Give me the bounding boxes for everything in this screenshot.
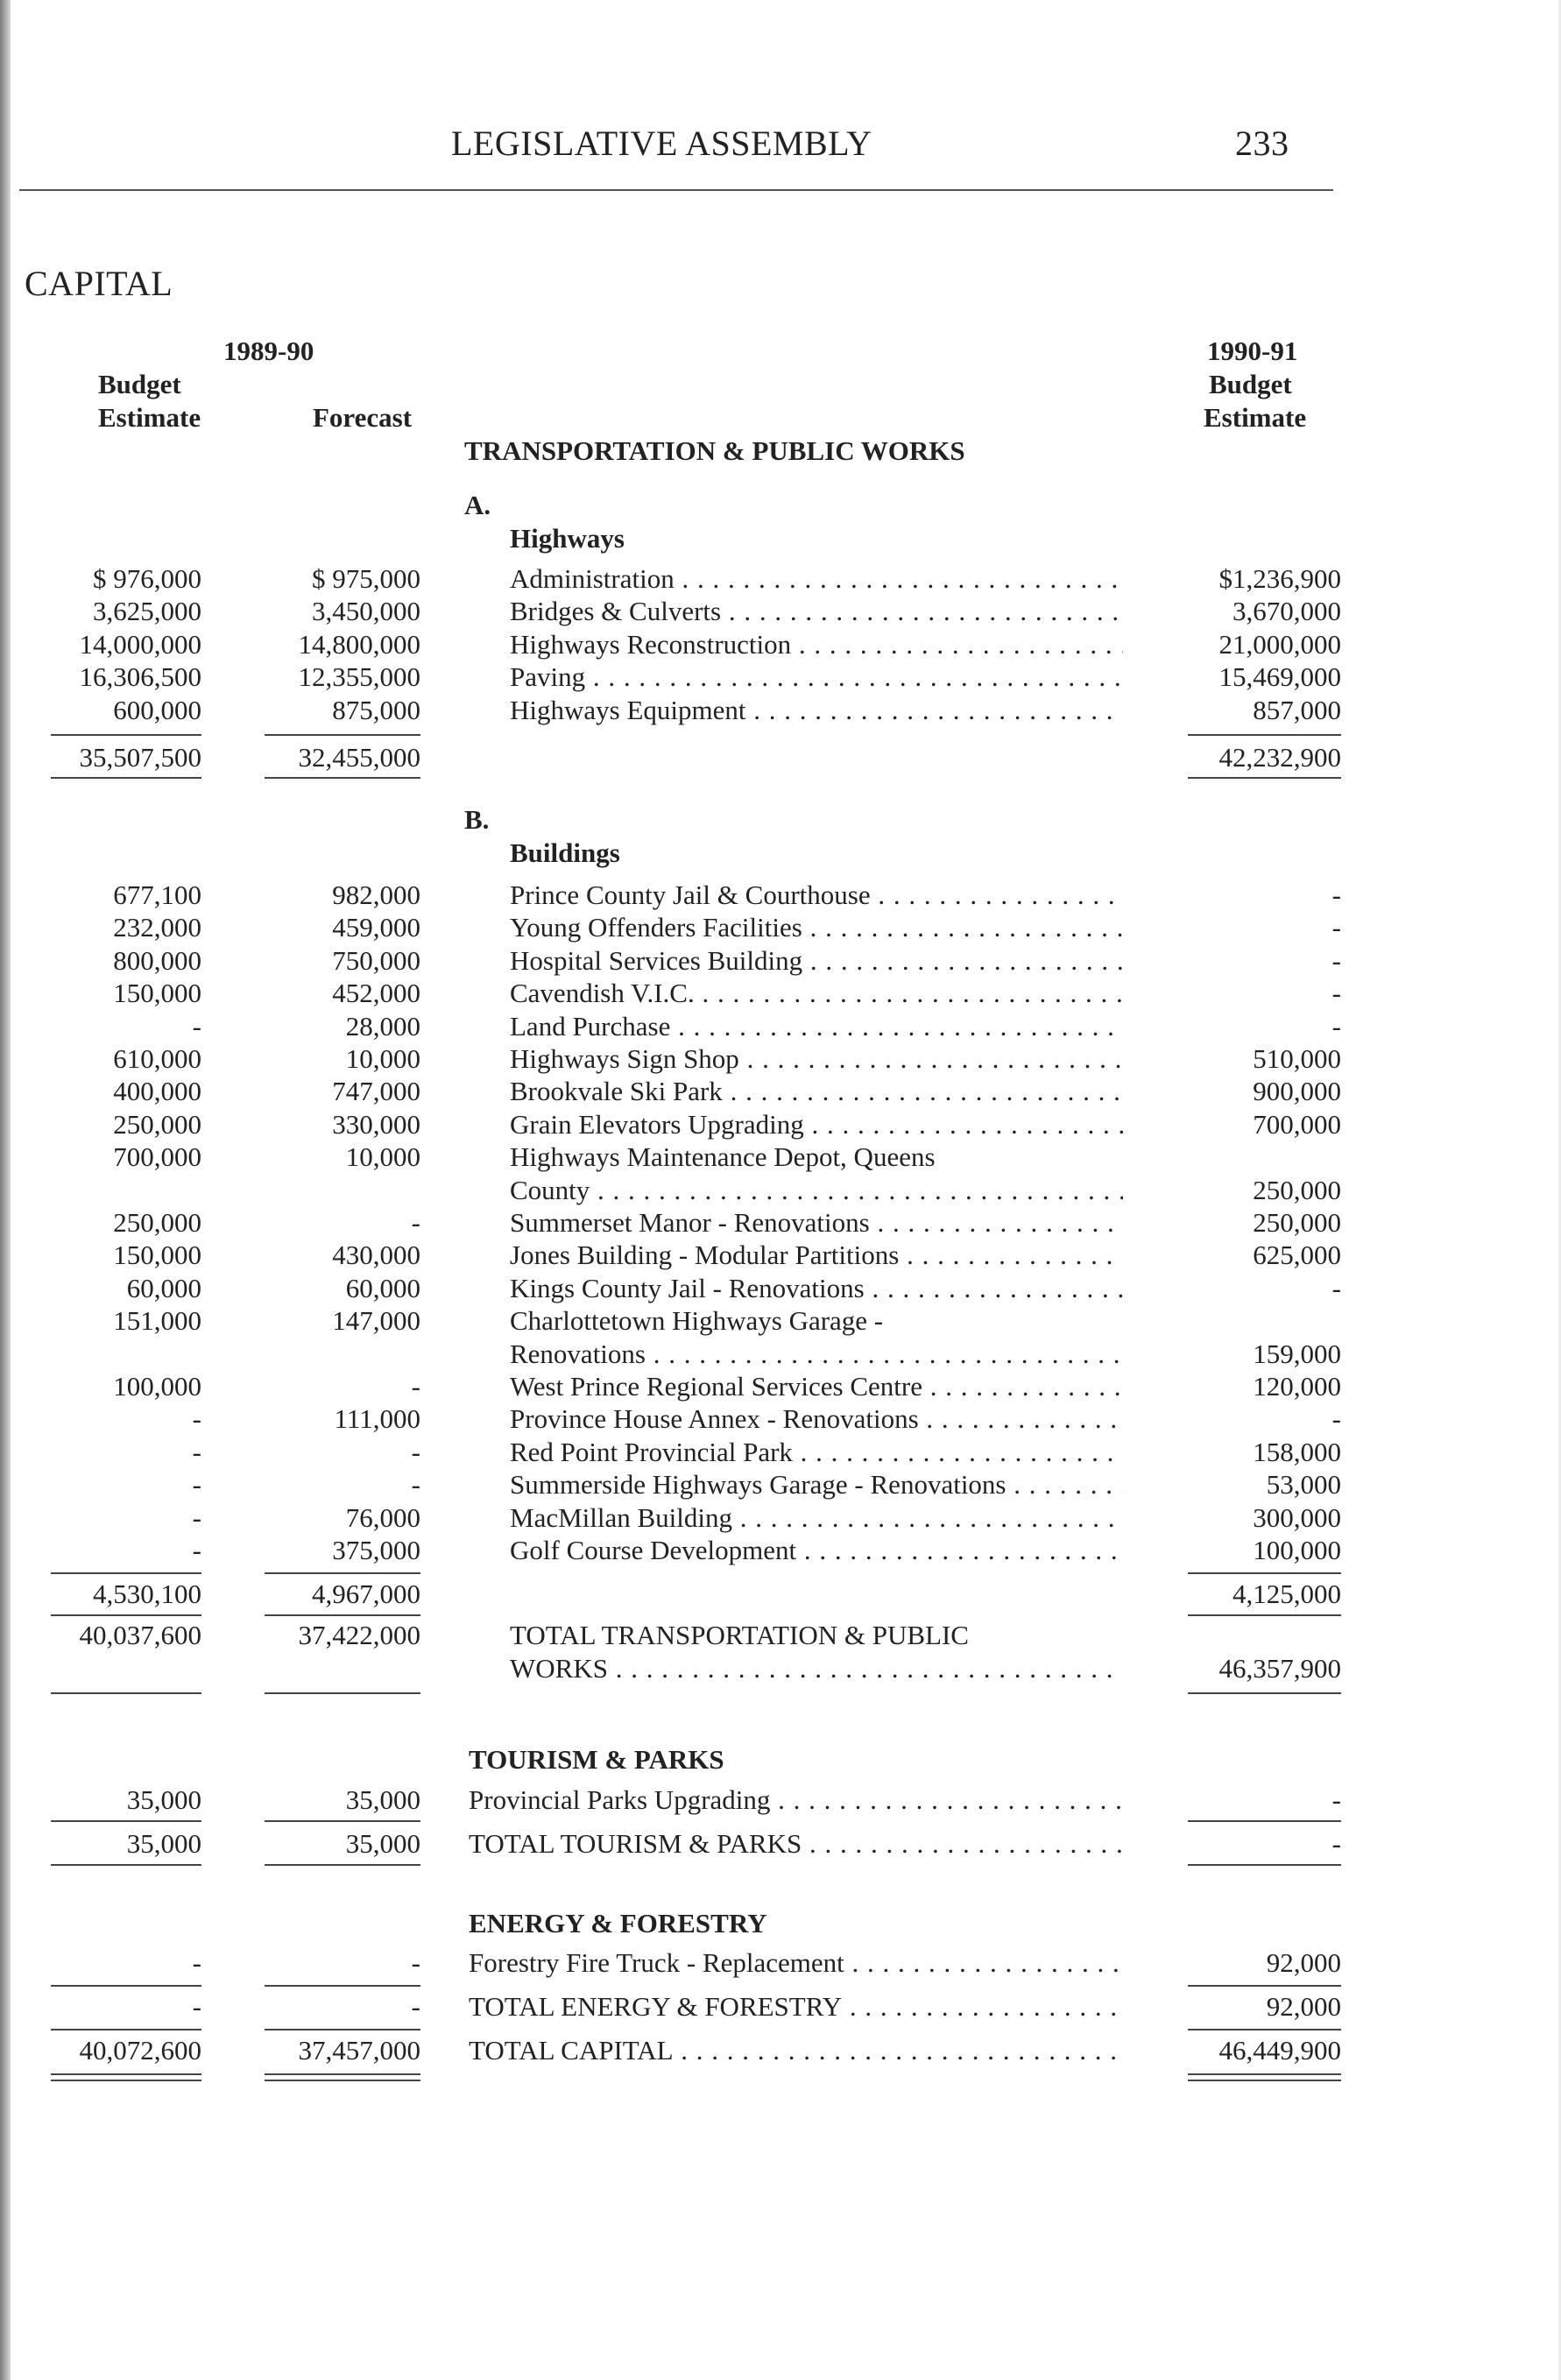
rule-a-sub-c3 <box>1188 777 1341 779</box>
rule-en-c1 <box>51 1985 201 1987</box>
item-label: Prince County Jail & Courthouse . . . <box>510 879 1123 912</box>
forecast-cell: 459,000 <box>332 912 420 943</box>
budget-next-cell: - <box>1331 1010 1341 1042</box>
energy-row-c2: - <box>411 1947 420 1978</box>
item-label: Renovations . . . <box>510 1338 1123 1371</box>
forecast-cell: - <box>411 1469 420 1501</box>
rule-en-total-c1 <box>51 2029 201 2030</box>
energy-row-c1: - <box>192 1947 201 1978</box>
total-capital-row <box>0 2034 1561 2067</box>
budget-prior-cell: - <box>192 1436 201 1467</box>
rule-tt-c1 <box>51 1692 201 1694</box>
total-transport-row-1 <box>0 1619 1561 1652</box>
table-row <box>0 1174 1561 1207</box>
rule-cap-c1 <box>51 2073 201 2081</box>
budget-prior-cell: - <box>192 1535 201 1565</box>
item-label: Land Purchase . . . <box>510 1010 1123 1043</box>
energy-total-c2: - <box>411 1991 420 2022</box>
part-b-heading: Buildings <box>510 837 620 868</box>
col-header-year-next: 1990-91 <box>1207 335 1298 366</box>
rule-tour-total-c1 <box>51 1864 201 1866</box>
tourism-row-c2: 35,000 <box>345 1784 420 1815</box>
table-row <box>0 879 1561 912</box>
budget-prior-cell: 16,306,500 <box>79 661 201 693</box>
item-label: Administration . . . <box>510 562 1123 596</box>
col-header-estimate-prior: Estimate <box>98 402 201 433</box>
forecast-cell: - <box>411 1207 420 1238</box>
energy-total-c3: 92,000 <box>1266 1991 1341 2022</box>
budget-next-cell: 15,469,000 <box>1218 661 1341 693</box>
tourism-total-c3: - <box>1331 1828 1341 1859</box>
table-row <box>0 944 1561 978</box>
table-row <box>0 1501 1561 1535</box>
energy-total-row <box>0 1990 1561 2023</box>
rule-cap-c2 <box>265 2073 420 2081</box>
budget-prior-cell: 150,000 <box>113 978 201 1009</box>
forecast-cell: 111,000 <box>334 1403 420 1435</box>
tourism-total-row <box>0 1827 1561 1861</box>
item-label: Highways Sign Shop . . . <box>510 1042 1123 1076</box>
forecast-cell: 430,000 <box>332 1239 420 1271</box>
forecast-cell: 3,450,000 <box>312 596 420 627</box>
item-label: Grain Elevators Upgrading . . . <box>510 1108 1123 1141</box>
item-label: Charlottetown Highways Garage - <box>510 1305 884 1337</box>
section-title: CAPITAL <box>25 264 173 303</box>
forecast-cell: 982,000 <box>332 879 420 910</box>
total-capital-c3: 46,449,900 <box>1218 2035 1341 2066</box>
budget-prior-cell: - <box>192 1501 201 1533</box>
rule-a-sub-c2 <box>265 777 420 779</box>
forecast-cell: 750,000 <box>332 944 420 976</box>
total-transport-c1: 40,037,600 <box>79 1620 201 1650</box>
item-label: Cavendish V.I.C. . . . <box>510 977 1123 1010</box>
budget-next-cell: 3,670,000 <box>1233 596 1341 627</box>
forecast-cell: $ 975,000 <box>312 563 420 594</box>
budget-prior-cell: - <box>192 1403 201 1435</box>
department-heading-transport: TRANSPORTATION & PUBLIC WORKS <box>464 435 965 466</box>
item-label: Red Point Provincial Park . . . <box>510 1436 1123 1469</box>
budget-next-cell: - <box>1331 879 1341 910</box>
table-row <box>0 1108 1561 1141</box>
budget-next-cell: 700,000 <box>1253 1108 1341 1140</box>
budget-next-cell: 625,000 <box>1253 1239 1341 1271</box>
tourism-heading: TOURISM & PARKS <box>469 1744 724 1775</box>
forecast-cell: 747,000 <box>332 1076 420 1107</box>
table-row <box>0 694 1561 727</box>
subtotal-forecast: 32,455,000 <box>298 742 420 773</box>
rule-b-c2 <box>265 1572 420 1574</box>
budget-prior-cell: - <box>192 1010 201 1042</box>
part-a-letter: A. <box>464 490 491 520</box>
table-row <box>0 1141 1561 1174</box>
total-transport-c2: 37,422,000 <box>298 1620 420 1650</box>
forecast-cell: 452,000 <box>332 978 420 1009</box>
col-header-estimate-next: Estimate <box>1204 402 1307 433</box>
forecast-cell: 375,000 <box>332 1535 420 1565</box>
running-header-title: LEGISLATIVE ASSEMBLY <box>451 124 872 163</box>
forecast-cell: 12,355,000 <box>298 661 420 693</box>
budget-prior-cell: 232,000 <box>113 912 201 943</box>
budget-prior-cell: 100,000 <box>113 1371 201 1402</box>
rule-tour-total-c3 <box>1188 1864 1341 1866</box>
col-header-year-prior: 1989-90 <box>223 335 314 366</box>
rule-tour-total-c2 <box>265 1864 420 1866</box>
table-row <box>0 595 1561 628</box>
budget-prior-cell: 150,000 <box>113 1239 201 1271</box>
budget-prior-cell: 600,000 <box>113 694 201 725</box>
total-transport-label-2: WORKS . . . <box>510 1652 1123 1685</box>
subtotal-row <box>0 1578 1561 1611</box>
budget-next-cell: $1,236,900 <box>1218 563 1341 594</box>
budget-prior-cell: - <box>192 1469 201 1501</box>
total-transport-c3: 46,357,900 <box>1218 1653 1341 1684</box>
rule-tour-c3 <box>1188 1820 1341 1822</box>
page-number: 233 <box>1235 124 1289 163</box>
item-label: Highways Reconstruction . . . <box>510 628 1123 661</box>
item-label: Highways Maintenance Depot, Queens <box>510 1141 936 1173</box>
part-a-heading: Highways <box>510 523 625 554</box>
col-header-budget-prior: Budget <box>98 369 181 399</box>
table-row <box>0 628 1561 661</box>
table-row <box>0 562 1561 596</box>
budget-prior-cell: 800,000 <box>113 944 201 976</box>
budget-next-cell: - <box>1331 978 1341 1009</box>
total-capital-c1: 40,072,600 <box>79 2035 201 2066</box>
tourism-total-label: TOTAL TOURISM & PARKS . . . <box>469 1827 1123 1861</box>
forecast-cell: 147,000 <box>332 1305 420 1337</box>
budget-prior-cell: 677,100 <box>113 879 201 910</box>
table-row <box>0 1468 1561 1501</box>
budget-prior-cell: 610,000 <box>113 1043 201 1074</box>
total-capital-label: TOTAL CAPITAL . . . <box>469 2034 1123 2067</box>
item-label: Kings County Jail - Renovations . . . <box>510 1272 1123 1305</box>
forecast-cell: 330,000 <box>332 1108 420 1140</box>
item-label: County . . . <box>510 1174 1123 1207</box>
item-label: West Prince Regional Services Centre . . . <box>510 1370 1123 1403</box>
tourism-row <box>0 1783 1561 1817</box>
item-label: Summerside Highways Garage - Renovations . . . <box>510 1468 1123 1501</box>
budget-next-cell: 159,000 <box>1253 1338 1341 1369</box>
rule-b-sub-c2 <box>265 1614 420 1616</box>
budget-prior-cell: 700,000 <box>113 1141 201 1173</box>
budget-next-cell: - <box>1331 944 1341 976</box>
forecast-cell: - <box>411 1436 420 1467</box>
energy-row <box>0 1946 1561 1980</box>
forecast-cell: 10,000 <box>345 1043 420 1074</box>
table-row <box>0 1042 1561 1076</box>
budget-next-cell: 510,000 <box>1253 1043 1341 1074</box>
rule-en-c3 <box>1188 1985 1341 1987</box>
budget-prior-cell: 3,625,000 <box>93 596 201 627</box>
rule-a-c2 <box>265 734 420 736</box>
table-row <box>0 1206 1561 1239</box>
item-label: Summerset Manor - Renovations . . . <box>510 1206 1123 1239</box>
total-transport-label-1: TOTAL TRANSPORTATION & PUBLIC <box>510 1620 969 1650</box>
budget-next-cell: - <box>1331 1272 1341 1303</box>
subtotal-row <box>0 741 1561 774</box>
table-row <box>0 1338 1561 1371</box>
table-row <box>0 1272 1561 1305</box>
budget-next-cell: 158,000 <box>1253 1436 1341 1467</box>
rule-tt-c2 <box>265 1692 420 1694</box>
budget-next-cell: 250,000 <box>1253 1207 1341 1238</box>
subtotal-budget-prior: 4,530,100 <box>93 1578 201 1609</box>
budget-next-cell: 120,000 <box>1253 1371 1341 1402</box>
rule-a-c3 <box>1188 734 1341 736</box>
table-row <box>0 1534 1561 1567</box>
table-row <box>0 1075 1561 1108</box>
rule-a-c1 <box>51 734 201 736</box>
budget-next-cell: - <box>1331 912 1341 943</box>
budget-prior-cell: 60,000 <box>126 1272 201 1303</box>
forecast-cell: - <box>411 1371 420 1402</box>
forecast-cell: 14,800,000 <box>298 628 420 660</box>
table-row <box>0 911 1561 944</box>
tourism-total-c2: 35,000 <box>345 1828 420 1859</box>
item-label: MacMillan Building . . . <box>510 1501 1123 1535</box>
forecast-cell: 10,000 <box>345 1141 420 1173</box>
rule-b-sub-c1 <box>51 1614 201 1616</box>
table-row <box>0 1436 1561 1469</box>
budget-prior-cell: 250,000 <box>113 1207 201 1238</box>
rule-en-total-c2 <box>265 2029 420 2030</box>
subtotal-budget-prior: 35,507,500 <box>79 742 201 773</box>
table-row <box>0 1402 1561 1436</box>
col-header-budget-next: Budget <box>1209 369 1292 399</box>
budget-prior-cell: $ 976,000 <box>93 563 201 594</box>
rule-en-c2 <box>265 1985 420 1987</box>
budget-prior-cell: 400,000 <box>113 1076 201 1107</box>
part-b-letter: B. <box>464 804 490 835</box>
energy-heading: ENERGY & FORESTRY <box>469 1908 767 1939</box>
table-row <box>0 1239 1561 1272</box>
budget-next-cell: 250,000 <box>1253 1174 1341 1205</box>
rule-a-sub-c1 <box>51 777 201 779</box>
subtotal-budget-next: 4,125,000 <box>1233 1578 1341 1609</box>
forecast-cell: 875,000 <box>332 694 420 725</box>
item-label: Jones Building - Modular Partitions . . . <box>510 1239 1123 1272</box>
item-label: Bridges & Culverts . . . <box>510 595 1123 628</box>
rule-tt-c3 <box>1188 1692 1341 1694</box>
col-header-forecast: Forecast <box>313 402 413 433</box>
header-rule <box>19 189 1333 191</box>
rule-en-total-c3 <box>1188 2029 1341 2030</box>
item-label: Golf Course Development . . . <box>510 1534 1123 1567</box>
table-row <box>0 1370 1561 1403</box>
budget-next-cell: 100,000 <box>1253 1535 1341 1565</box>
tourism-row-label: Provincial Parks Upgrading . . . <box>469 1783 1123 1817</box>
item-label: Young Offenders Facilities . . . <box>510 911 1123 944</box>
energy-total-c1: - <box>192 1991 201 2022</box>
energy-total-label: TOTAL ENERGY & FORESTRY . . . <box>469 1990 1123 2023</box>
budget-prior-cell: 14,000,000 <box>79 628 201 660</box>
total-capital-c2: 37,457,000 <box>298 2035 420 2066</box>
item-label: Province House Annex - Renovations . . . <box>510 1402 1123 1436</box>
rule-b-c1 <box>51 1572 201 1574</box>
item-label: Brookvale Ski Park . . . <box>510 1075 1123 1108</box>
energy-row-c3: 92,000 <box>1266 1947 1341 1978</box>
budget-prior-cell: 151,000 <box>113 1305 201 1337</box>
forecast-cell: 76,000 <box>345 1501 420 1533</box>
tourism-total-c1: 35,000 <box>126 1828 201 1859</box>
tourism-row-c1: 35,000 <box>126 1784 201 1815</box>
table-row <box>0 1010 1561 1043</box>
item-label: Highways Equipment . . . <box>510 694 1123 727</box>
rule-b-c3 <box>1188 1572 1341 1574</box>
tourism-row-c3: - <box>1331 1784 1341 1815</box>
rule-tour-c1 <box>51 1820 201 1822</box>
table-row <box>0 977 1561 1010</box>
budget-next-cell: 300,000 <box>1253 1501 1341 1533</box>
budget-prior-cell: 250,000 <box>113 1108 201 1140</box>
forecast-cell: 60,000 <box>345 1272 420 1303</box>
item-label: Paving . . . <box>510 660 1123 694</box>
item-label: Hospital Services Building . . . <box>510 944 1123 978</box>
table-row <box>0 660 1561 694</box>
total-transport-row-2 <box>0 1652 1561 1685</box>
budget-next-cell: 900,000 <box>1253 1076 1341 1107</box>
budget-next-cell: 21,000,000 <box>1218 628 1341 660</box>
forecast-cell: 28,000 <box>345 1010 420 1042</box>
budget-next-cell: 857,000 <box>1253 694 1341 725</box>
budget-next-cell: 53,000 <box>1266 1469 1341 1501</box>
table-row <box>0 1304 1561 1338</box>
subtotal-budget-next: 42,232,900 <box>1218 742 1341 773</box>
rule-tour-c2 <box>265 1820 420 1822</box>
budget-next-cell: - <box>1331 1403 1341 1435</box>
rule-cap-c3 <box>1188 2073 1341 2081</box>
rule-b-sub-c3 <box>1188 1614 1341 1616</box>
subtotal-forecast: 4,967,000 <box>312 1578 420 1609</box>
energy-row-label: Forestry Fire Truck - Replacement . . . <box>469 1946 1123 1980</box>
